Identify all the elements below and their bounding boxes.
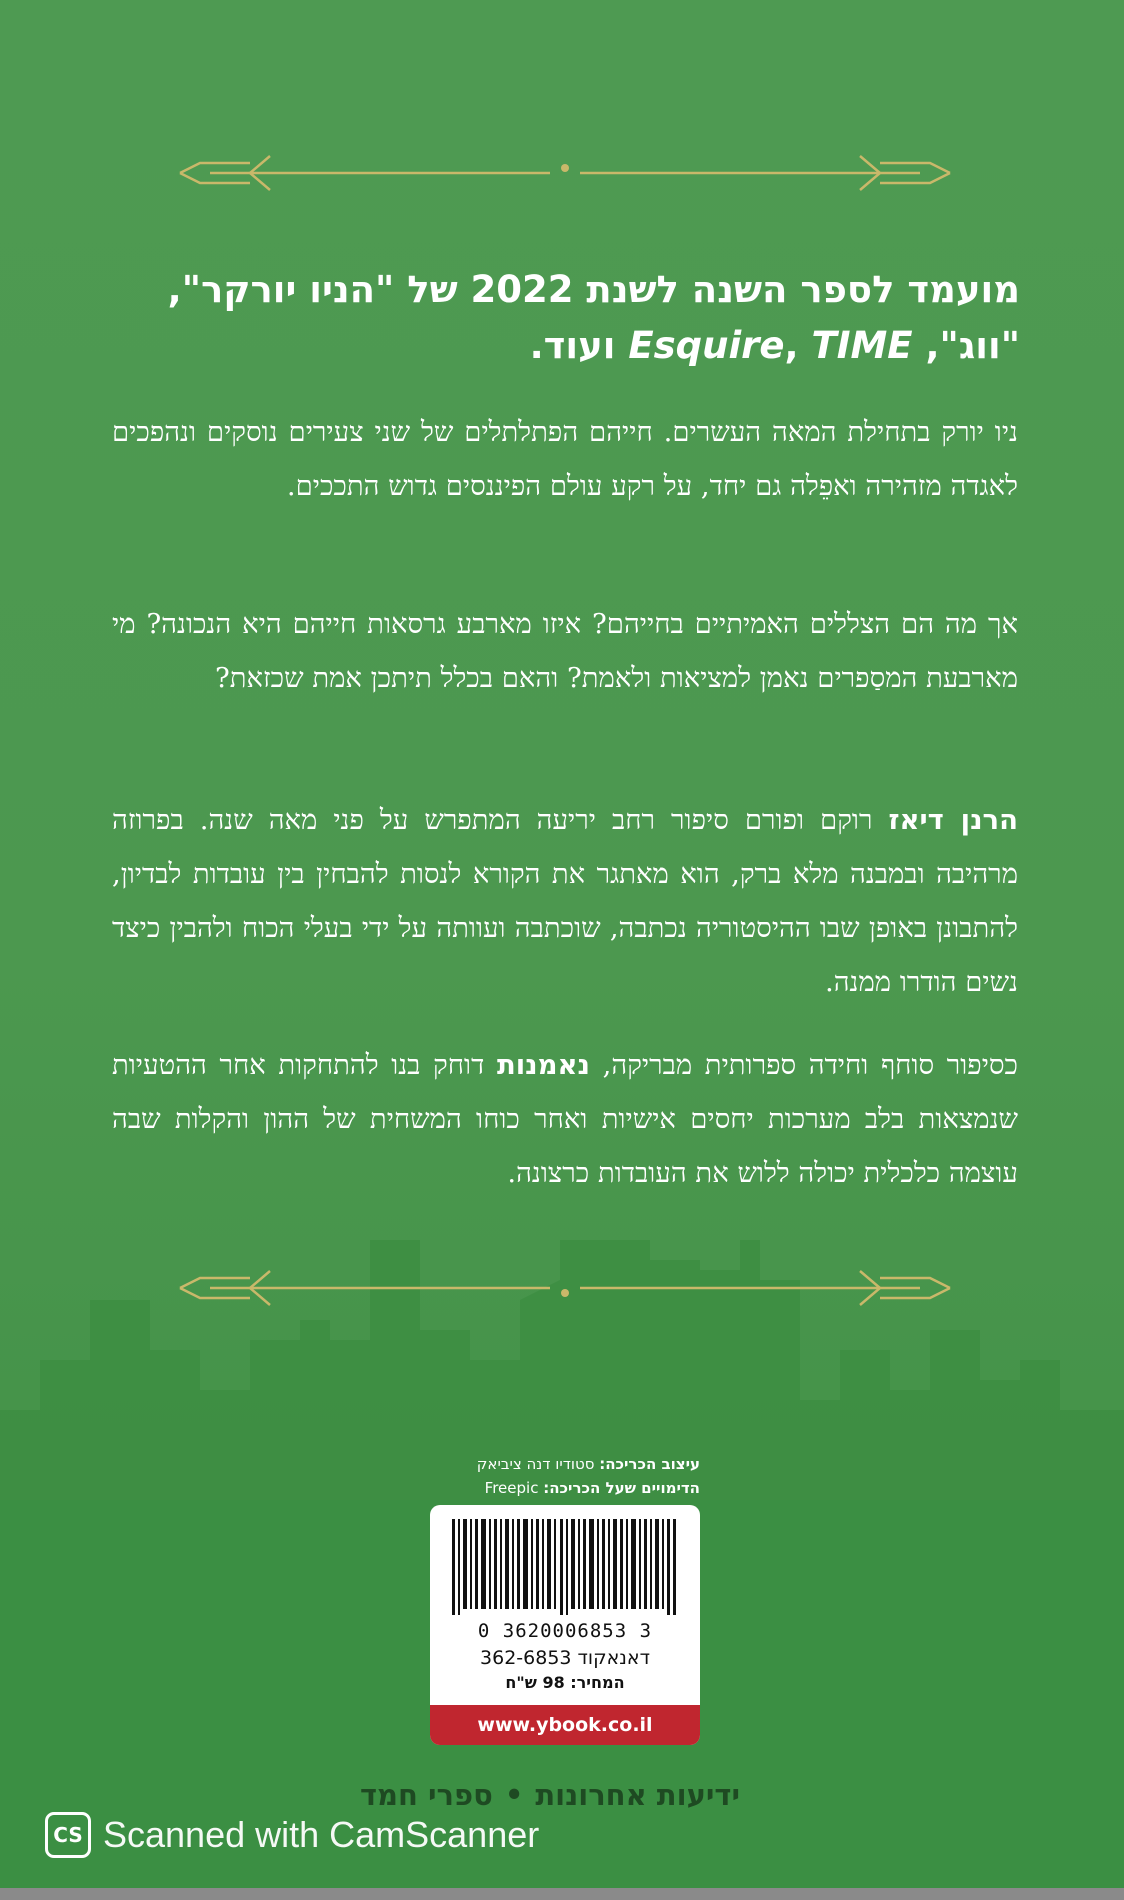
paragraph-4-text: דוחק בנו להתחקות אחר ההטעיות שנמצאות בלב מערכות יחסים אישיות ואחר כוחו המשחית של ההון והקלות שבה עוצמה כלכלית יכולה ללוש את העובדות כרצונה.: [112, 1049, 1018, 1189]
headline-line-1: מועמד לספר השנה לשנת 2022 של "הניו יורקר",: [167, 268, 1020, 311]
headline-separator: ,: [784, 324, 812, 367]
paragraph-3-text: רוקם ופורם סיפור רחב יריעה המתפרש על פני מאה שנה. בפרוזה מרהיבה ובמבנה מלא ברק, הוא מאתגר את הקורא לנסות להבחין בין עובדות לבדיון, להתבונן באופן שבו ההיסטוריה נכתבה, שוכתבה ועוותה על ידי בעלי הכוח ולהבין כיצד נשים הודרו ממנה.: [112, 804, 1018, 998]
scanner-watermark-text: Scanned with CamScanner: [103, 1814, 540, 1855]
book-title: נאמנות: [496, 1049, 591, 1081]
scan-bottom-edge: [0, 1888, 1124, 1900]
bullet-separator-icon: •: [504, 1778, 524, 1812]
headline-esquire: Esquire: [628, 324, 785, 367]
headline-and-more: ועוד.: [529, 324, 629, 367]
publisher-imprint: [330, 1778, 770, 1812]
barcode-number: 0 3620006853 3: [477, 1620, 653, 1642]
paragraph-1: ניו יורק בתחילת המאה העשרים. חייהם הפתלתלים של שני צעירים נוסקים ונהפכים לאגדה מזהירה ואפֵלה גם יחד, על רקע עולם הפיננסים גדוש התככים.: [112, 416, 1018, 502]
paragraph-2: אך מה הם הצללים האמיתיים בחייהם? איזו מארבע גרסאות חייהם היא הנכונה? מי מארבעת המסַפרים נאמן למציאות ולאמת? והאם בכלל תיתכן אמת שכזאת?: [112, 608, 1018, 694]
headline-time: TIME: [811, 324, 913, 367]
scanner-watermark: [45, 1810, 665, 1860]
images-credit-label: הדימויים שעל הכריכה:: [543, 1479, 700, 1497]
price: המחיר: 98 ש"ח: [505, 1673, 625, 1692]
bottom-ornament-divider: [170, 1263, 960, 1313]
danacode: דאנאקוד 362-6853: [480, 1647, 650, 1669]
headline-line-2: [100, 318, 1020, 374]
headline: [100, 262, 1020, 374]
cover-credits: [410, 1452, 700, 1500]
publisher-name-1: ידיעות אחרונות: [535, 1778, 741, 1812]
barcode-sticker: [430, 1505, 700, 1745]
barcode-bars: [452, 1519, 678, 1615]
paragraph-3: [112, 793, 1018, 1009]
paragraph-4-intro: כסיפור סוחף וחידה ספרותית מבריקה,: [590, 1049, 1019, 1081]
publisher-website: www.ybook.co.il: [430, 1705, 700, 1745]
paragraph-4: [112, 1038, 1018, 1200]
author-name: הרנן דיאז: [888, 804, 1018, 836]
camscanner-logo-icon: CS: [45, 1812, 91, 1858]
images-credit: [410, 1476, 700, 1500]
headline-vogue: "ווג",: [912, 324, 1020, 367]
design-credit-value: סטודיו דנה ציביאק: [476, 1455, 600, 1473]
design-credit-label: עיצוב הכריכה:: [599, 1455, 700, 1473]
publisher-name-2: ספרי חמד: [359, 1778, 493, 1812]
design-credit: [410, 1452, 700, 1476]
images-credit-value: Freepic: [484, 1479, 544, 1497]
top-ornament-divider: [170, 148, 960, 198]
